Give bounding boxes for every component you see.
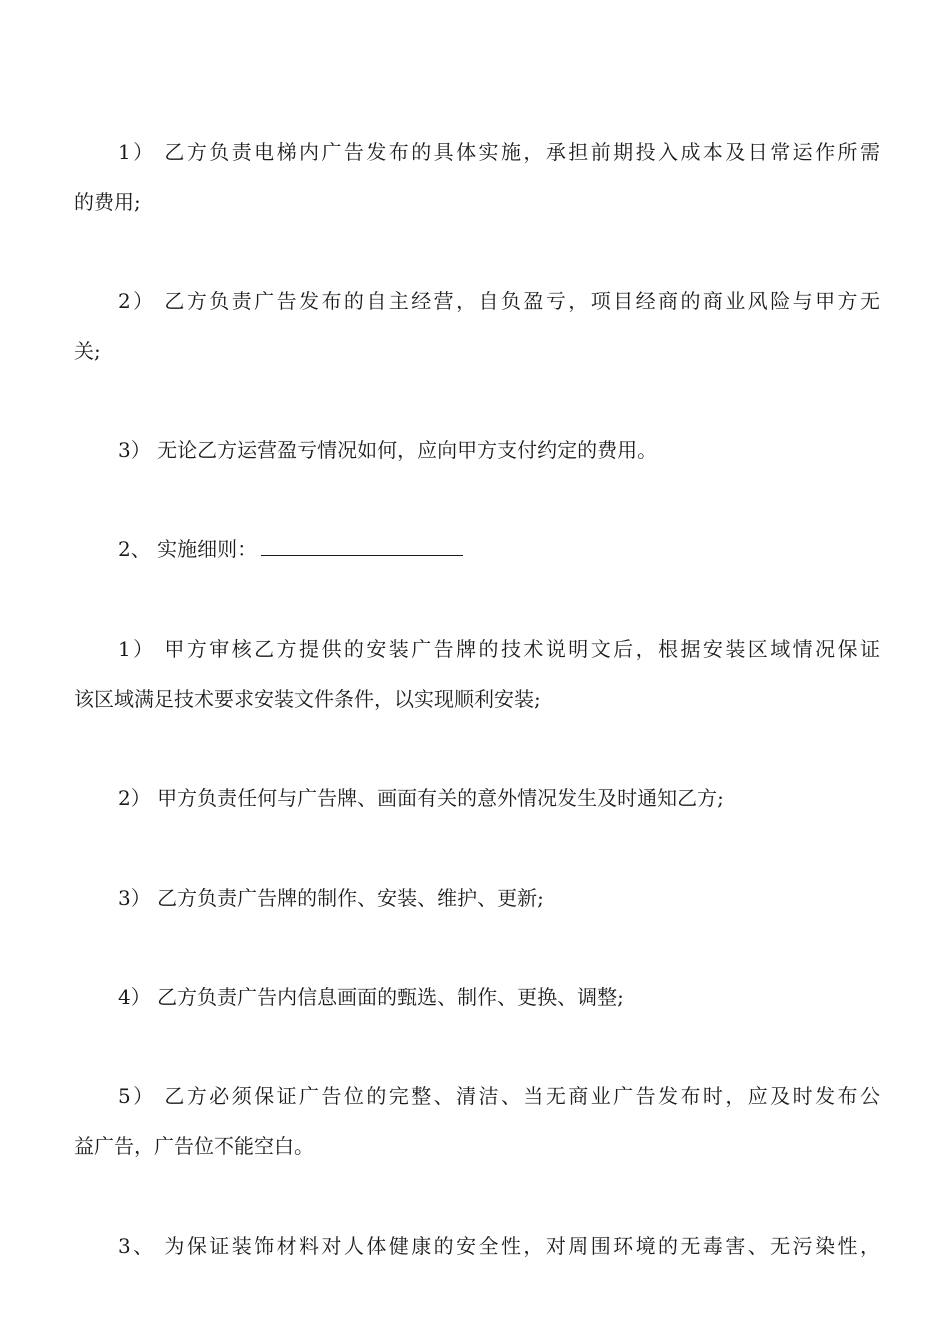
paragraph-line: 关;	[74, 339, 101, 363]
fill-in-blank	[261, 554, 463, 556]
paragraph-6	[74, 773, 880, 823]
paragraph-line: 的费用;	[74, 190, 141, 214]
paragraph-line: 2） 乙方负责广告发布的自主经营，自负盈亏，项目经商的商业风险与甲方无	[118, 289, 880, 313]
paragraph-line: 4） 乙方负责广告内信息画面的甄选、制作、更换、调整;	[118, 985, 624, 1009]
paragraph-line: 3） 乙方负责广告牌的制作、安装、维护、更新;	[118, 886, 544, 910]
paragraph-8	[74, 972, 880, 1022]
paragraph-line: 1） 甲方审核乙方提供的安装广告牌的技术说明文后，根据安装区域情况保证	[118, 637, 880, 661]
paragraph-line: 3、 为保证装饰材料对人体健康的安全性，对周围环境的无毒害、无污染性，	[118, 1234, 880, 1258]
heading-line	[74, 524, 880, 574]
paragraph-2	[74, 276, 880, 376]
section-heading-2	[74, 524, 880, 574]
paragraph-line: 5） 乙方必须保证广告位的完整、清洁、当无商业广告发布时，应及时发布公	[118, 1084, 880, 1108]
paragraph-line: 该区域满足技术要求安装文件条件，以实现顺利安装;	[74, 687, 541, 711]
paragraph-5	[74, 624, 880, 724]
paragraph-line: 1） 乙方负责电梯内广告发布的具体实施，承担前期投入成本及日常运作所需	[118, 140, 880, 164]
paragraph-1	[74, 127, 880, 227]
paragraph-line: 2） 甲方负责任何与广告牌、画面有关的意外情况发生及时通知乙方;	[118, 786, 724, 810]
section-heading-3	[74, 1221, 880, 1271]
paragraph-line: 益广告，广告位不能空白。	[74, 1134, 314, 1158]
heading-text: 2、 实施细则：	[118, 537, 258, 561]
paragraph-7	[74, 873, 880, 923]
paragraph-9	[74, 1071, 880, 1171]
paragraph-3	[74, 425, 880, 475]
paragraph-line: 3） 无论乙方运营盈亏情况如何，应向甲方支付约定的费用。	[118, 438, 658, 462]
